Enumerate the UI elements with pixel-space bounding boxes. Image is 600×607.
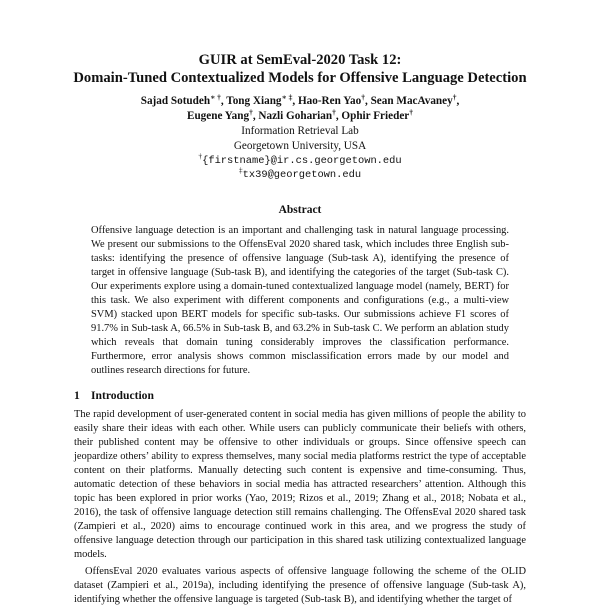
email-address: tx39@georgetown.edu — [242, 169, 362, 181]
author-marks: † — [361, 92, 365, 102]
paper-title-line-2: Domain-Tuned Contextualized Models for Offensive Language Detection — [73, 70, 527, 86]
section-number: 1 — [74, 389, 80, 402]
intro-paragraph-1: The rapid development of user-generated content in social media has given millions of people the ability to easily share their ideas with each other. While users can publicly communicate their beliefs with others, their published content may be offensive to other individuals or groups. Since offensive speech can jeopardize others’ ability to express themselves, many social media platforms restrict the type of acceptable content on their platforms. Manually detecting such content is expensive and time-consuming. Thus, automatic detection of these behaviors in social media has attracted researchers’ attention. Although this topic has been explored in prior works (Yao, 2019; Rizos et al., 2019; Zhang et al., 2018; Nobata et al., 2016), the task of offensive language detection still remains challenging. The OffensEval 2020 shared task (Zampieri et al., 2020) aims to encourage continued work in this area, and we progress the study of offensive language detection through our participation in this shared task utilizing contextualized language models. — [74, 409, 526, 561]
author-marks: † — [332, 107, 336, 117]
email-mark: ‡ — [238, 165, 243, 175]
email-mark: † — [198, 151, 203, 161]
introduction-body — [74, 408, 526, 607]
affiliation-lab: Information Retrieval Lab — [241, 125, 359, 137]
author-marks: † — [409, 107, 413, 117]
author-marks: † — [249, 107, 253, 117]
author-name: Ophir Frieder — [341, 110, 410, 122]
author-name: Sean MacAvaney — [370, 95, 453, 107]
author-line-2: Eugene Yang†, Nazli Goharian†, Ophir Frieder† — [187, 107, 413, 122]
author-marks: ∗ † — [210, 92, 221, 102]
author-name: Sajad Sotudeh — [140, 95, 211, 107]
section-title: Introduction — [91, 389, 154, 402]
author-marks: ∗ ‡ — [281, 92, 293, 102]
email-line-1 — [0, 153, 600, 168]
author-line-1: Sajad Sotudeh∗ †, Tong Xiang∗ ‡, Hao-Ren Yao†, Sean MacAvaney†, — [140, 92, 460, 107]
author-name: Eugene Yang — [187, 110, 250, 122]
intro-paragraph-2: OffensEval 2020 evaluates various aspects of offensive language following the scheme of the OLID dataset (Zampieri et al., 2019a), including identifying the presence of offensive language (Sub-task A), identifying whether the offensive language is targeted (Sub-task B), and identifying whether the target of — [74, 565, 526, 605]
author-name: Hao-Ren Yao — [297, 95, 362, 107]
email-address: {firstname}@ir.cs.georgetown.edu — [202, 155, 402, 167]
author-marks: † — [452, 92, 457, 102]
author-name: Nazli Goharian — [258, 110, 333, 122]
abstract-text: Offensive language detection is an important and challenging task in natural language processing. We present our submissions to the OffensEval 2020 shared task, which includes three English sub-tasks: identifying the presence of offensive language (Sub-task A), identifying the presence of target in offensive language (Sub-task B), and identifying the categories of the target (Sub-task C). Our experiments explore using a domain-tuned contextualized language model (namely, BERT) for this task. We also experiment with different components and configurations (e.g., a multi-view SVM) stacked upon BERT models for specific sub-tasks. Our submissions achieve F1 scores of 91.7% in Sub-task A, 66.5% in Sub-task B, and 63.2% in Sub-task C. We perform an ablation study which reveals that domain tuning considerably improves the classification performance. Furthermore, error analysis shows common misclassification errors made by our model and outlines research directions for future. — [91, 225, 509, 377]
section-heading — [74, 389, 154, 402]
email-line-2 — [0, 167, 600, 182]
author-name: Tong Xiang — [226, 95, 282, 107]
paper-title-line-1: GUIR at SemEval-2020 Task 12: — [198, 52, 402, 68]
affiliation-university: Georgetown University, USA — [233, 140, 367, 152]
abstract-heading: Abstract — [278, 204, 322, 216]
